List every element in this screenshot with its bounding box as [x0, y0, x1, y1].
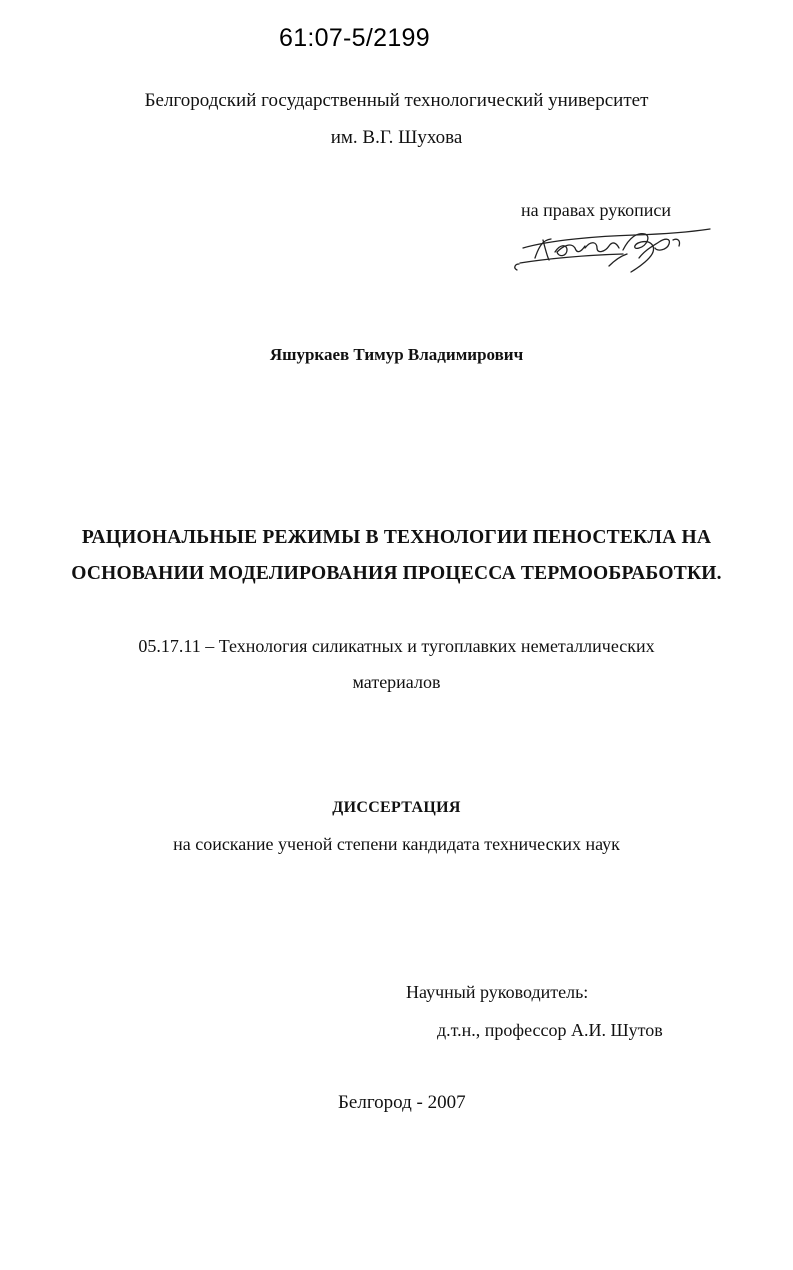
- catalog-number: 61:07-5/2199: [279, 24, 430, 52]
- supervisor-label: Научный руководитель:: [406, 982, 589, 1002]
- city-year: Белгород - 2007: [338, 1092, 466, 1113]
- university-named-after: им. В.Г. Шухова: [330, 127, 463, 148]
- manuscript-note: на правах рукописи: [521, 200, 671, 220]
- specialty-code-line-2: материалов: [352, 672, 441, 692]
- document-type: ДИССЕРТАЦИЯ: [332, 799, 461, 816]
- supervisor-name: д.т.н., профессор А.И. Шутов: [437, 1020, 663, 1040]
- dissertation-title-line-1: РАЦИОНАЛЬНЫЕ РЕЖИМЫ В ТЕХНОЛОГИИ ПЕНОСТЕКЛА НА: [81, 527, 712, 548]
- specialty-code-line-1: 05.17.11 – Технология силикатных и тугоплавких неметаллических: [138, 636, 655, 656]
- dissertation-title-line-2: ОСНОВАНИИ МОДЕЛИРОВАНИЯ ПРОЦЕССА ТЕРМООБРАБОТКИ.: [71, 563, 722, 584]
- author-name: Яшуркаев Тимур Владимирович: [269, 345, 524, 364]
- handwritten-signature: [505, 218, 720, 280]
- degree-description: на соискание ученой степени кандидата технических наук: [173, 834, 620, 854]
- university-name: Белгородский государственный технологический университет: [144, 90, 649, 111]
